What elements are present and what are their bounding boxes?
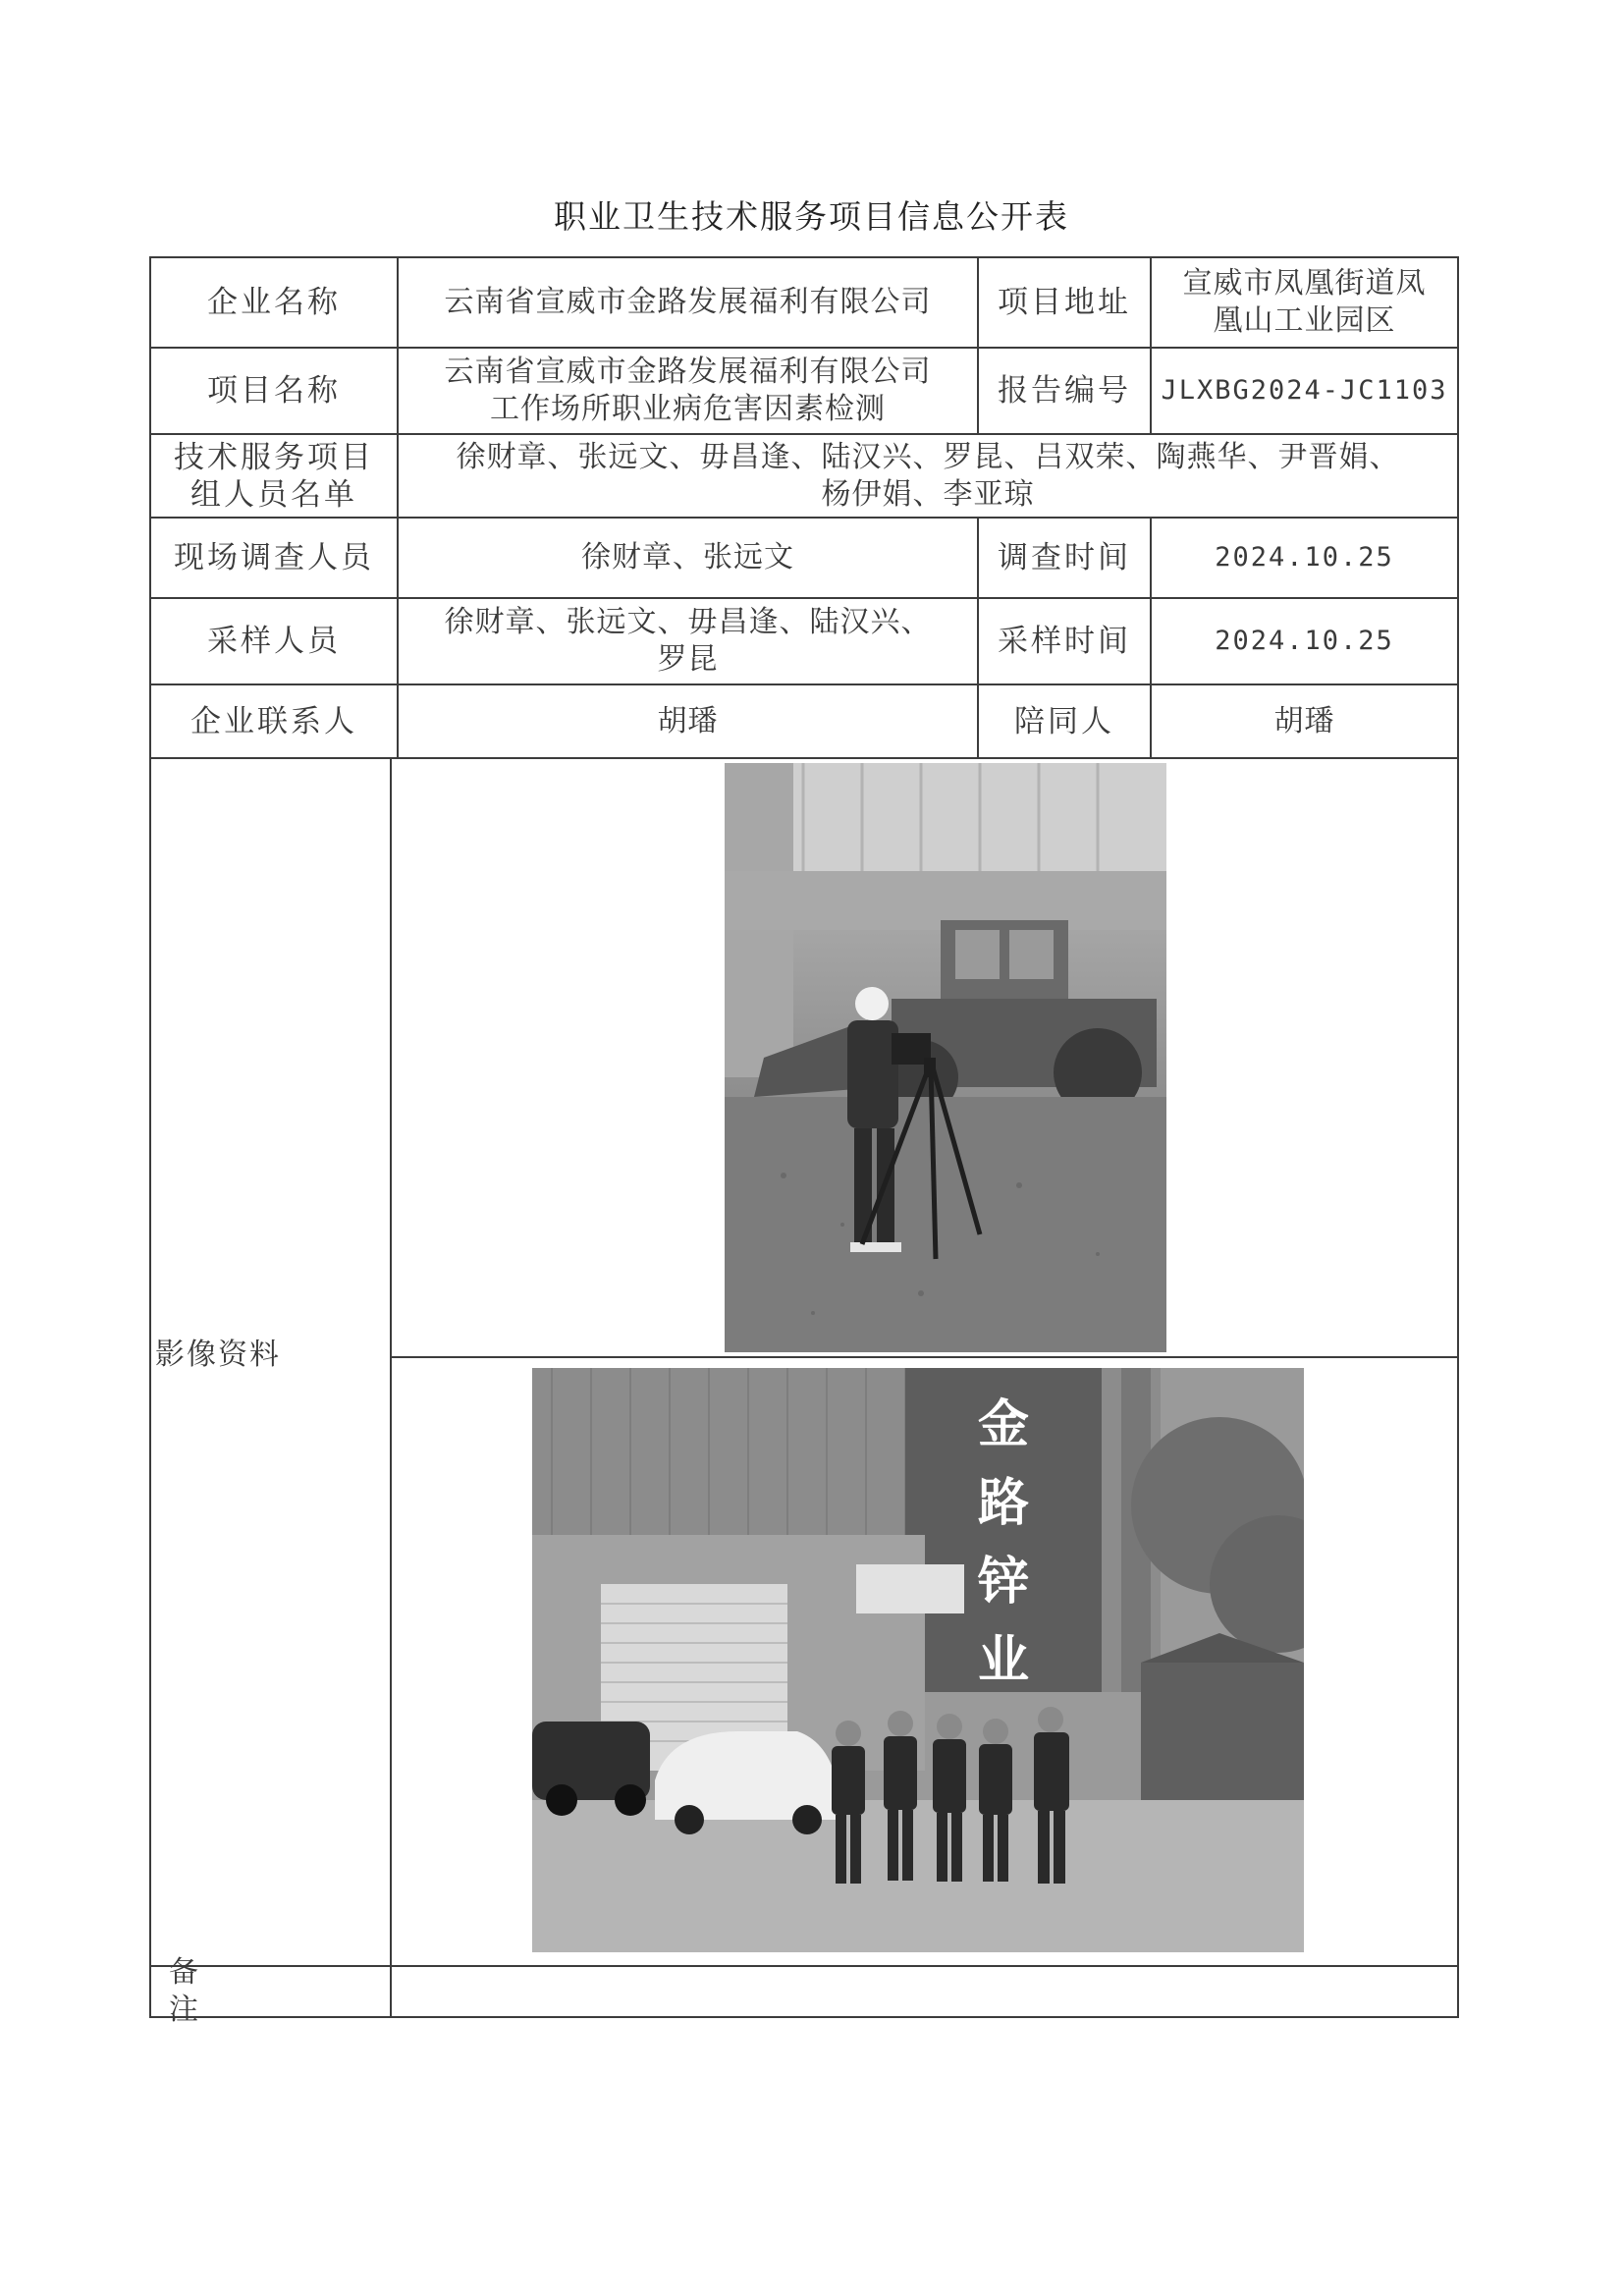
project-address-value — [1153, 259, 1456, 346]
survey-staff-label: 现场调查人员 — [174, 540, 374, 575]
project-address-line2: 凰山工业园区 — [1213, 303, 1396, 338]
companion-value: 胡璠 — [1273, 703, 1335, 738]
sampling-time-value: 2024.10.25 — [1215, 626, 1394, 656]
company-name-label: 企业名称 — [207, 285, 341, 320]
team-members-line1: 徐财章、张远文、毋昌逢、陆汉兴、罗昆、吕双荣、陶燕华、尹晋娟、 — [456, 439, 1400, 474]
project-name-line1: 云南省宣威市金路发展福利有限公司 — [444, 355, 932, 389]
survey-staff-value: 徐财章、张远文 — [581, 540, 794, 574]
contact-label: 企业联系人 — [190, 703, 357, 739]
report-no-value: JLXBG2024-JC1103 — [1161, 375, 1448, 406]
survey-time-label: 调查时间 — [998, 540, 1131, 575]
project-name-line2: 工作场所职业病危害因素检测 — [490, 392, 886, 426]
team-label-line1: 技术服务项目 — [174, 439, 374, 475]
sampling-staff-value — [400, 600, 976, 683]
document-title: 职业卫生技术服务项目信息公开表 — [554, 197, 1069, 236]
team-members-line2: 杨伊娟、李亚琼 — [821, 476, 1035, 512]
images-label: 影像资料 — [155, 1338, 281, 1372]
sampling-time-label: 采样时间 — [998, 624, 1131, 659]
report-no-label: 报告编号 — [998, 373, 1131, 409]
project-address-label: 项目地址 — [998, 285, 1131, 320]
project-name-value — [400, 350, 976, 432]
team-label-line2: 组人员名单 — [190, 476, 357, 513]
sampling-staff-line1: 徐财章、张远文、毋昌逢、陆汉兴、 — [444, 605, 932, 639]
sign-char-3: 锌 — [977, 1553, 1030, 1612]
site-photo-sampling — [725, 763, 1166, 1352]
sign-char-4: 业 — [977, 1631, 1030, 1690]
sampling-staff-label: 采样人员 — [207, 624, 341, 659]
remarks-value — [393, 1968, 1456, 2015]
sign-char-2: 路 — [977, 1474, 1030, 1533]
team-members-value — [400, 436, 1456, 516]
remarks-label: 备注 — [169, 1955, 200, 2027]
contact-value: 胡璠 — [657, 703, 719, 738]
project-name-label: 项目名称 — [207, 373, 341, 409]
survey-time-value: 2024.10.25 — [1215, 542, 1394, 573]
sign-char-1: 金 — [977, 1395, 1030, 1454]
team-label — [152, 436, 396, 516]
sampling-staff-line2: 罗昆 — [657, 642, 719, 677]
companion-label: 陪同人 — [1014, 703, 1114, 739]
project-address-line1: 宣威市凤凰街道凤 — [1182, 266, 1427, 301]
company-name-value: 云南省宣威市金路发展福利有限公司 — [444, 285, 932, 319]
site-photo-group — [532, 1368, 1304, 1952]
